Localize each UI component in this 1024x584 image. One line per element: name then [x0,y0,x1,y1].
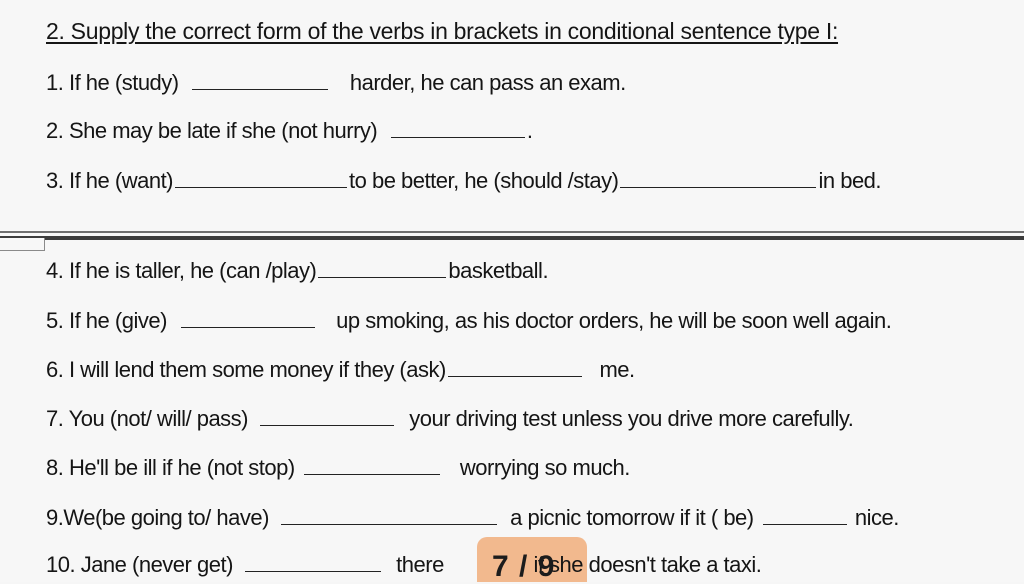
item-6-continuation: me. [599,357,635,382]
item-7-prompt: 7. You (not/ will/ pass) [46,406,249,431]
exercise-item-3 [46,168,881,194]
item-9-continuation: nice. [854,505,899,530]
item-5-blank[interactable] [181,309,315,328]
exercise-item-5 [46,308,891,334]
item-1-prompt: 1. If he (study) [46,70,179,95]
item-10-prompt: 10. Jane (never get) [46,552,233,577]
item-4-blank[interactable] [318,259,446,278]
divider-tab [0,238,45,251]
item-6-blank[interactable] [448,358,582,377]
item-1-blank[interactable] [192,71,328,90]
item-4-prompt: 4. If he is taller, he (can /play) [46,258,317,283]
item-9-middle: a picnic tomorrow if it ( be) [510,505,754,530]
exercise-item-9 [46,505,899,531]
item-3-middle: to be better, he (should /stay) [349,168,619,193]
item-3-prompt: 3. If he (want) [46,168,174,193]
item-1-continuation: harder, he can pass an exam. [349,70,626,95]
exercise-item-4 [46,258,548,284]
item-5-continuation: up smoking, as his doctor orders, he will be soon well again. [336,308,892,333]
item-8-prompt: 8. He'll be ill if he (not stop) [46,455,295,480]
item-7-blank[interactable] [260,407,394,426]
item-10-continuation-b: if she doesn't take a taxi. [533,552,762,577]
exercise-item-1 [46,70,626,96]
item-5-prompt: 5. If he (give) [46,308,167,333]
item-4-continuation: basketball. [448,258,549,283]
item-3-blank-1[interactable] [175,169,347,188]
item-7-continuation: your driving test unless you drive more carefully. [409,406,854,431]
exercise-item-10 [46,552,761,578]
item-9-blank-1[interactable] [281,506,497,525]
exercise-item-2 [46,118,532,144]
page-counter: 7 / 9 [492,550,556,583]
item-3-continuation: in bed. [818,168,882,193]
divider-line-thin [0,231,1024,233]
item-2-prompt: 2. She may be late if she (not hurry) [46,118,378,143]
exercise-item-8 [46,455,630,481]
item-9-blank-2[interactable] [763,506,847,525]
item-3-blank-2[interactable] [620,169,816,188]
item-9-prompt: 9.We(be going to/ have) [46,505,269,530]
item-2-continuation: . [526,118,533,143]
item-10-continuation-a: there [396,552,444,577]
item-2-blank[interactable] [391,119,525,138]
page-divider [0,226,1024,242]
exercise-item-6 [46,357,635,383]
item-10-blank[interactable] [245,553,381,572]
exercise-item-7 [46,406,853,432]
exercise-title: 2. Supply the correct form of the verbs in brackets in conditional sentence type I: [46,18,839,44]
divider-line-thick [0,236,1024,240]
item-8-continuation: worrying so much. [459,455,630,480]
item-6-prompt: 6. I will lend them some money if they (ask) [46,357,446,382]
item-8-blank[interactable] [304,456,440,475]
